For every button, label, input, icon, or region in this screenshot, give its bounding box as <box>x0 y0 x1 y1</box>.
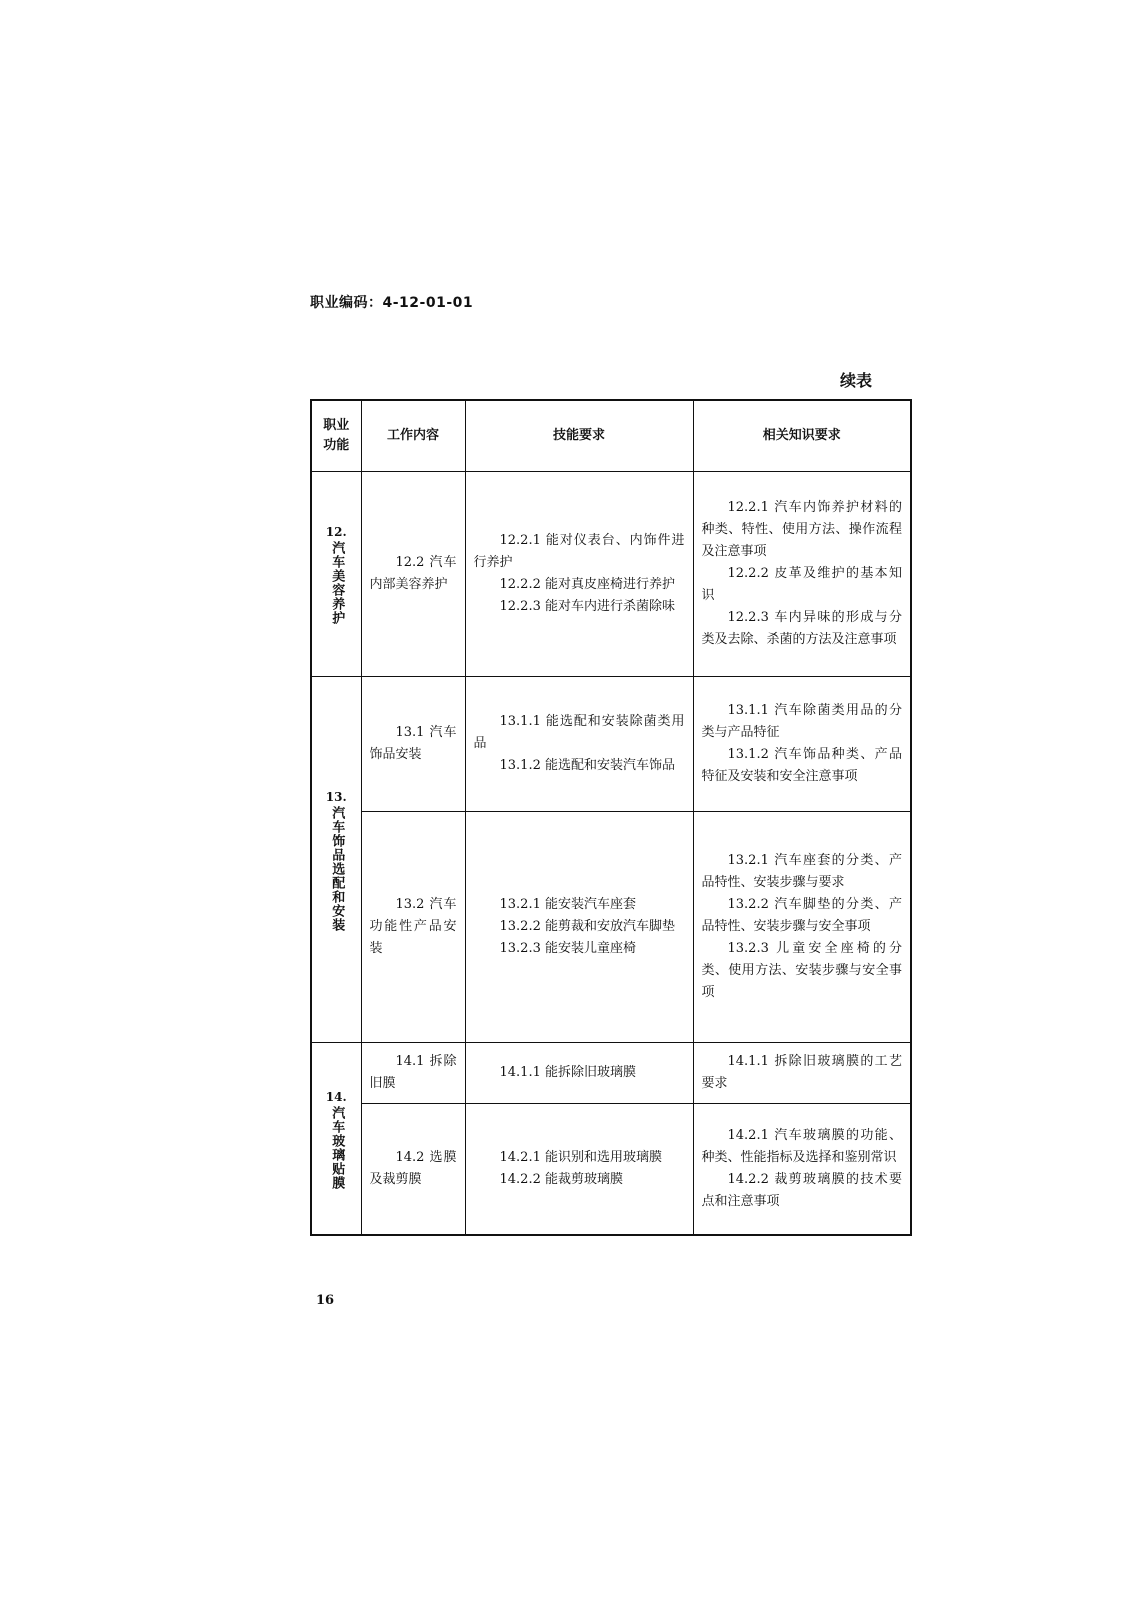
skills-cell <box>465 1104 693 1236</box>
function-name: 汽车饰品选配和安装 <box>329 805 345 932</box>
knowledge-cell <box>693 1043 911 1104</box>
work-content-cell <box>361 812 465 1043</box>
skill-item: 13.2.2 能剪裁和安放汽车脚垫 <box>499 919 675 934</box>
knowledge-item: 14.2.2 裁剪玻璃膜的技术要点和注意事项 <box>701 1172 902 1209</box>
knowledge-cell <box>693 812 911 1043</box>
skill-item: 14.2.1 能识别和选用玻璃膜 <box>499 1150 662 1165</box>
function-cell <box>311 677 361 1043</box>
knowledge-cell <box>693 677 911 812</box>
table-row <box>311 1104 911 1236</box>
function-cell <box>311 472 361 677</box>
skill-item: 13.1.2 能选配和安装汽车饰品 <box>499 758 675 773</box>
table-row <box>311 812 911 1043</box>
skill-item: 12.2.3 能对车内进行杀菌除味 <box>499 599 675 614</box>
function-name: 汽车美容养护 <box>329 541 345 625</box>
work-content-text: 13.1 汽车饰品安装 <box>369 725 457 762</box>
skill-item: 14.1.1 能拆除旧玻璃膜 <box>499 1065 636 1080</box>
knowledge-item: 13.1.2 汽车饰品种类、产品特征及安装和安全注意事项 <box>701 747 902 784</box>
work-content-text: 13.2 汽车功能性产品安装 <box>369 897 457 956</box>
work-content-cell <box>361 472 465 677</box>
knowledge-item: 13.2.1 汽车座套的分类、产品特性、安装步骤与要求 <box>701 853 902 890</box>
skill-item: 12.2.2 能对真皮座椅进行养护 <box>499 577 675 592</box>
knowledge-item: 14.1.1 拆除旧玻璃膜的工艺要求 <box>701 1054 902 1091</box>
col-header-function: 职业功能 <box>311 400 361 472</box>
knowledge-item: 12.2.1 汽车内饰养护材料的种类、特性、使用方法、操作流程及注意事项 <box>701 500 902 559</box>
work-content-text: 12.2 汽车内部美容养护 <box>369 555 457 592</box>
work-content-text: 14.1 拆除旧膜 <box>369 1054 457 1091</box>
skills-cell <box>465 812 693 1043</box>
col-header-knowledge-requirements: 相关知识要求 <box>693 400 911 472</box>
knowledge-item: 12.2.2 皮革及维护的基本知识 <box>701 566 902 603</box>
occupation-code: 职业编码：4-12-01-01 <box>310 295 474 311</box>
knowledge-cell <box>693 472 911 677</box>
knowledge-cell <box>693 1104 911 1236</box>
function-name: 汽车玻璃贴膜 <box>329 1105 345 1190</box>
work-content-cell <box>361 1043 465 1104</box>
knowledge-item: 12.2.3 车内异味的形成与分类及去除、杀菌的方法及注意事项 <box>701 610 902 647</box>
table-row <box>311 1043 911 1104</box>
skills-cell <box>465 677 693 812</box>
table-header-row <box>311 400 911 472</box>
table-row <box>311 472 911 677</box>
knowledge-item: 13.2.3 儿童安全座椅的分类、使用方法、安装步骤与安全事项 <box>701 941 902 1000</box>
skill-item: 13.2.3 能安装儿童座椅 <box>499 941 636 956</box>
function-cell <box>311 1043 361 1236</box>
skills-cell <box>465 472 693 677</box>
col-header-work-content: 工作内容 <box>361 400 465 472</box>
work-content-text: 14.2 选膜及裁剪膜 <box>369 1150 457 1187</box>
work-content-cell <box>361 677 465 812</box>
skills-cell <box>465 1043 693 1104</box>
function-number: 13. <box>325 789 347 804</box>
skill-item: 14.2.2 能裁剪玻璃膜 <box>499 1172 623 1187</box>
skill-item: 13.2.1 能安装汽车座套 <box>499 897 636 912</box>
work-content-cell <box>361 1104 465 1236</box>
knowledge-item: 13.2.2 汽车脚垫的分类、产品特性、安装步骤与安全事项 <box>701 897 902 934</box>
col-header-skill-requirements: 技能要求 <box>465 400 693 472</box>
page-number: 16 <box>316 1293 335 1308</box>
skill-item: 12.2.1 能对仪表台、内饰件进行养护 <box>473 533 685 570</box>
skill-item: 13.1.1 能选配和安装除菌类用品 <box>473 714 685 751</box>
continued-label: 续表 <box>840 371 873 390</box>
skills-table <box>310 399 912 1236</box>
knowledge-item: 13.1.1 汽车除菌类用品的分类与产品特征 <box>701 703 902 740</box>
function-number: 14. <box>325 1089 347 1104</box>
function-number: 12. <box>325 525 347 539</box>
knowledge-item: 14.2.1 汽车玻璃膜的功能、种类、性能指标及选择和鉴别常识 <box>701 1128 902 1165</box>
table-row <box>311 677 911 812</box>
